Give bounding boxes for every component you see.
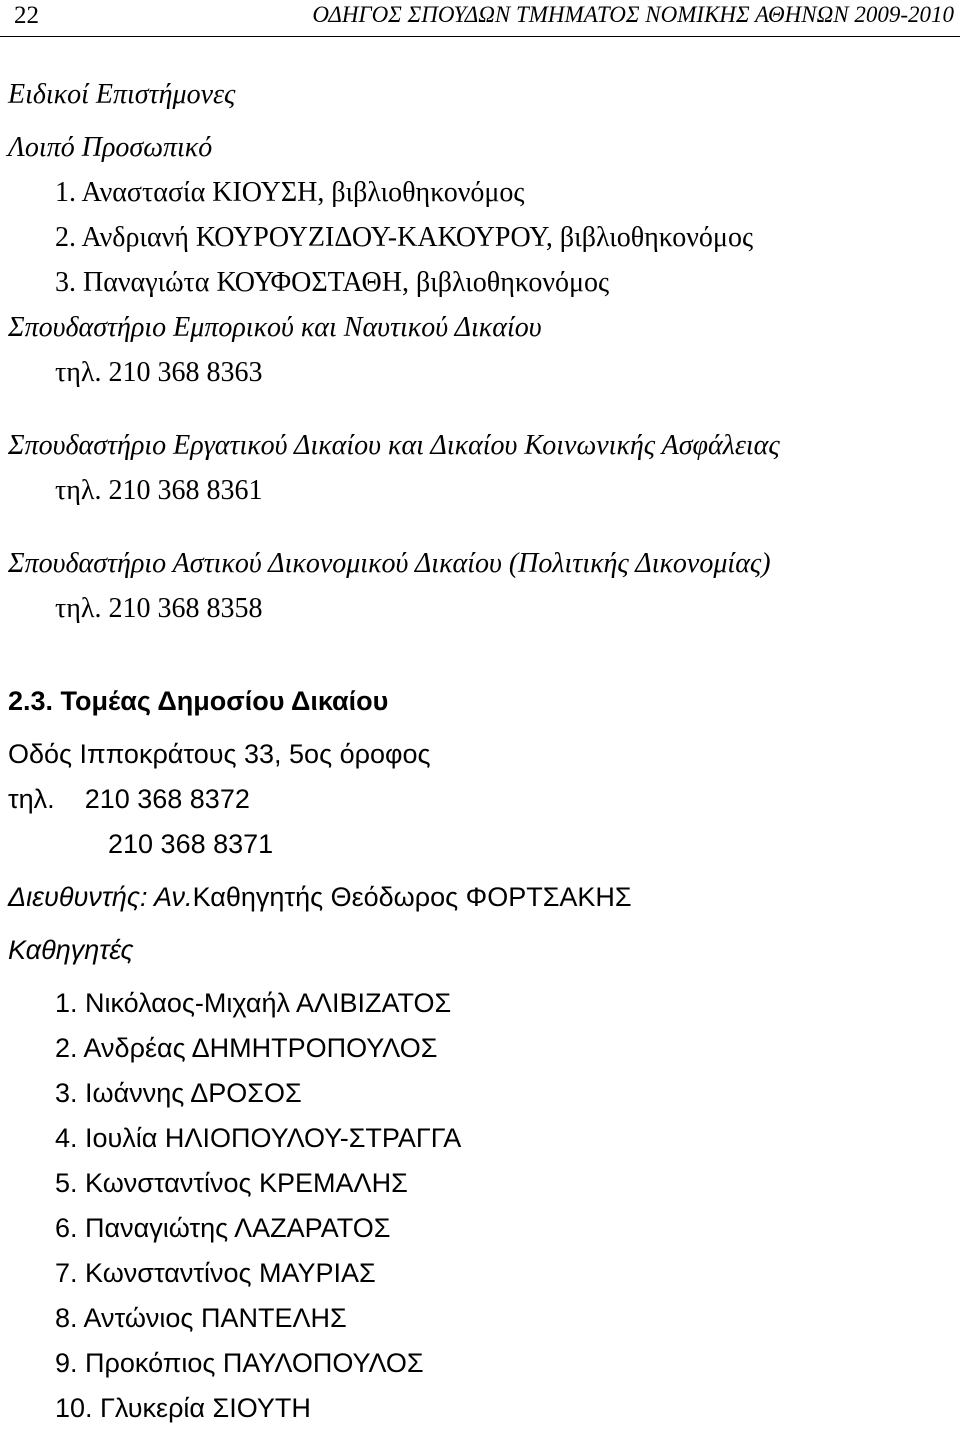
professor-item: 9. Προκόπιος ΠΑΥΛΟΠΟΥΛΟΣ <box>55 1348 424 1378</box>
professor-item: 5. Κωνσταντίνος ΚΡΕΜΑΛΗΣ <box>55 1168 408 1198</box>
sector-address: Οδός Ιπποκράτους 33, 5ος όροφος <box>8 739 431 769</box>
seminar-title: Σπουδαστήριο Αστικού Δικονομικού Δικαίου (Πολιτικής Δικονομίας) <box>8 548 771 579</box>
seminar-title: Σπουδαστήριο Εργατικού Δικαίου και Δικαίου Κοινωνικής Ασφάλειας <box>8 430 780 461</box>
running-title: ΟΔΗΓΟΣ ΣΠΟΥΔΩΝ ΤΜΗΜΑΤΟΣ ΝΟΜΙΚΗΣ ΑΘΗΝΩΝ 2009-2010 <box>312 2 954 27</box>
specialists-heading: Ειδικοί Επιστήμονες <box>8 79 236 110</box>
professor-item: 7. Κωνσταντίνος ΜΑΥΡΙΑΣ <box>55 1258 376 1288</box>
professor-item: 1. Νικόλαος-Μιχαήλ ΑΛΙΒΙΖΑΤΟΣ <box>55 988 452 1018</box>
staff-item: 1. Αναστασία ΚΙΟΥΣΗ, βιβλιοθηκονόμος <box>55 177 525 208</box>
professor-item: 10. Γλυκερία ΣΙΟΥΤΗ <box>55 1393 311 1423</box>
director-name: Καθηγητής Θεόδωρος ΦΟΡΤΣΑΚΗΣ <box>192 882 632 912</box>
phone-number: 210 368 8372 <box>84 784 250 814</box>
professors-heading: Καθηγητές <box>8 935 134 965</box>
seminar-phone: τηλ. 210 368 8361 <box>55 475 263 506</box>
seminar-title: Σπουδαστήριο Εμπορικού και Ναυτικού Δικαίου <box>8 312 542 343</box>
professor-item: 6. Παναγιώτης ΛΑΖΑΡΑΤΟΣ <box>55 1213 391 1243</box>
professor-item: 2. Ανδρέας ΔΗΜΗΤΡΟΠΟΥΛΟΣ <box>55 1033 438 1063</box>
page-header <box>0 0 960 37</box>
sector-phone-row <box>8 777 952 822</box>
phone-number: 210 368 8371 <box>108 829 274 859</box>
phone-label: τηλ. <box>8 784 55 814</box>
sector-heading: 2.3. Τομέας Δημοσίου Δικαίου <box>8 686 389 716</box>
page-number: 22 <box>14 2 39 29</box>
professor-item: 8. Αντώνιος ΠΑΝΤΕΛΗΣ <box>55 1303 347 1333</box>
professor-item: 4. Ιουλία ΗΛΙΟΠΟΥΛΟΥ-ΣΤΡΑΓΓΑ <box>55 1123 462 1153</box>
seminar-phone: τηλ. 210 368 8358 <box>55 593 263 624</box>
seminar-phone: τηλ. 210 368 8363 <box>55 357 263 388</box>
other-staff-heading: Λοιπό Προσωπικό <box>8 132 213 163</box>
professor-item: 3. Ιωάννης ΔΡΟΣΟΣ <box>55 1078 302 1108</box>
page-content <box>8 72 952 1431</box>
staff-item: 3. Παναγιώτα ΚΟΥΦΟΣΤΑΘΗ, βιβλιοθηκονόμος <box>55 267 610 298</box>
staff-item: 2. Ανδριανή ΚΟΥΡΟΥΖΙΔΟΥ-ΚΑΚΟΥΡΟΥ, βιβλιοθηκονόμος <box>55 222 754 253</box>
director-line <box>8 875 952 920</box>
director-label: Διευθυντής: Αν. <box>8 882 193 912</box>
